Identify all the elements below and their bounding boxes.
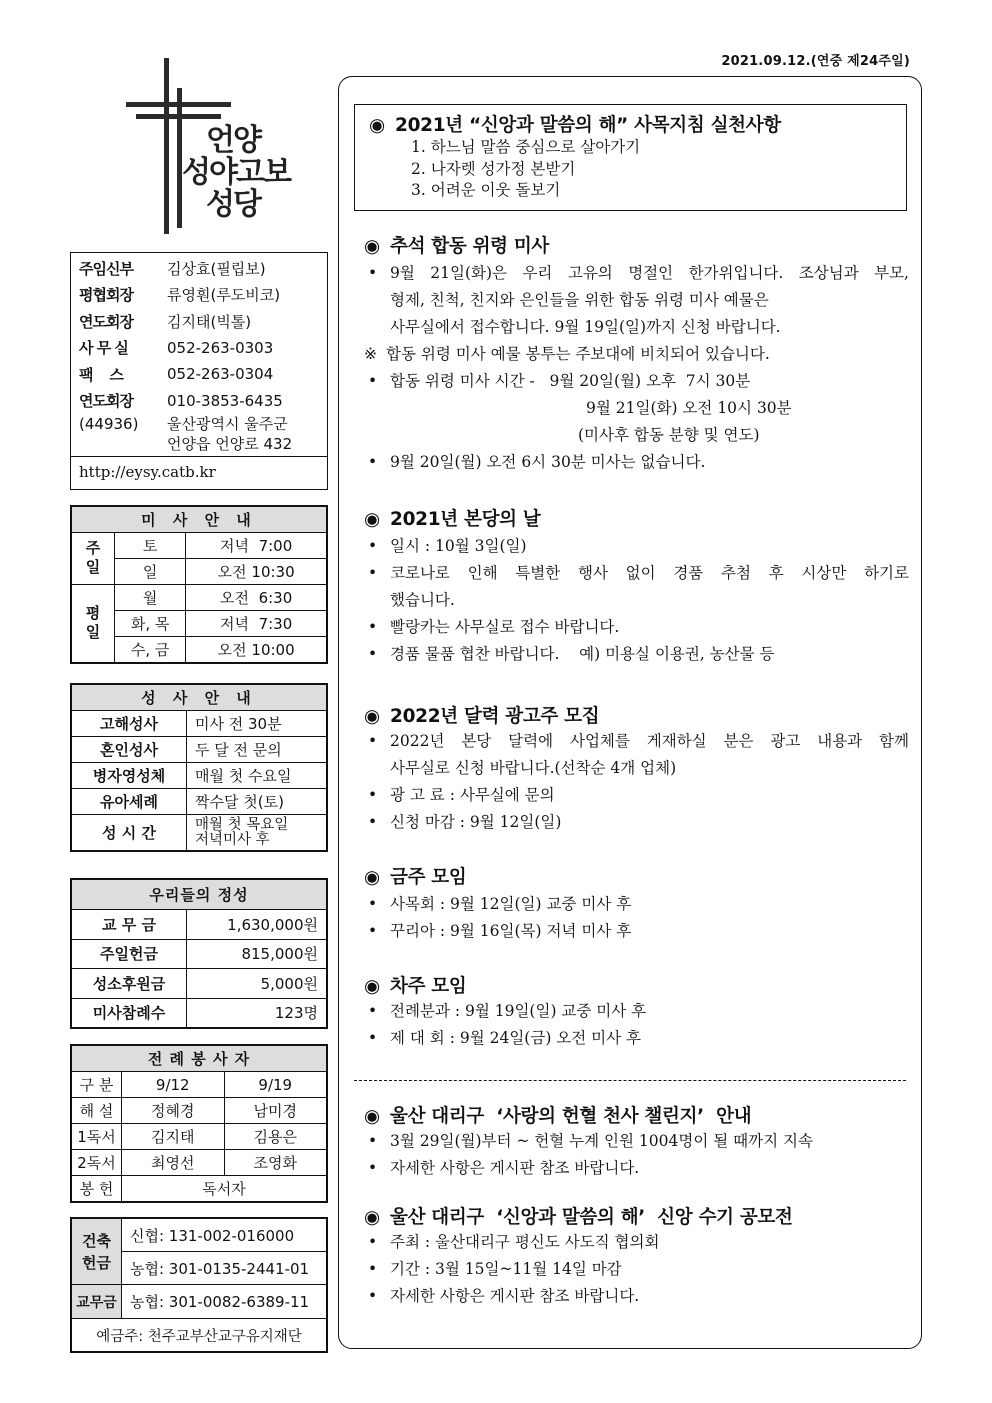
mass-day: 수, 금 [115,637,186,663]
mass-time: 오전 6:30 [186,585,327,611]
section-line [364,260,909,287]
guideline-title-text: 2021년 “신앙과 말씀의 해” 사목지침 실천사항 [395,115,781,136]
section-line [364,587,909,614]
sacrament-label: 유아세례 [72,789,187,815]
line-text: 형제, 친척, 친지와 은인들을 위한 합동 위령 미사 예물은 [390,291,769,309]
bank-accounts-table [71,1218,327,1352]
servers-name: 최영선 [122,1150,225,1176]
section-line [364,614,909,641]
section-title-text: 2022년 달력 광고주 모집 [390,706,600,727]
section-line [364,1283,909,1310]
fax-number: 052-263-0304 [167,365,274,384]
liturgy-servers-table [71,1045,327,1202]
bullet-dot-icon: • [368,1260,378,1278]
tithe-label: 교무금 [72,1285,122,1319]
section-title [364,863,909,889]
mass-time: 저녁 7:30 [186,611,327,637]
servers-name: 남미경 [224,1098,327,1124]
line-text: 일시 : 10월 3일(일) [390,537,527,555]
offering-label: 교 무 금 [72,910,187,940]
tithe-account: 농협: 301-0082-6389-11 [122,1285,327,1319]
section-bullet-icon: ◉ [369,115,385,136]
section-title [364,1203,909,1229]
section-faith-essay-contest [364,1203,909,1310]
offering-value: 123명 [187,998,327,1028]
line-text: 기간 : 3월 15일~11월 14일 마감 [390,1260,622,1278]
line-text: 했습니다. [390,591,455,609]
line-text: 코로나로 인해 특별한 행사 없이 경품 추첨 후 시상만 하기로 [390,564,909,582]
bullet-dot-icon: • [368,1029,378,1047]
offering-value: 5,000원 [187,969,327,999]
info-label: 사 무 실 [79,339,128,358]
bullet-dot-icon: • [368,537,378,555]
address-line-1: 울산광역시 울주군 [167,415,288,433]
sacrament-label: 병자영성체 [72,763,187,789]
line-text: 합동 위령 미사 시간 - 9월 20일(월) 오후 7시 30분 [390,372,751,390]
section-bullet-icon: ◉ [364,509,380,530]
section-calendar-ads [364,702,909,836]
bullet-dot-icon: • [368,453,378,471]
section-title-text: 차주 모임 [390,976,467,997]
bullet-dot-icon: • [368,813,378,831]
servers-title: 전 례 봉 사 자 [72,1046,327,1072]
line-text: 신청 마감 : 9월 12일(일) [390,813,562,831]
section-bullet-icon: ◉ [364,706,380,727]
adoration-line-2: 저녁미사 후 [195,831,270,848]
section-line [364,395,909,422]
logo-text-2: 성야고보 [182,155,290,190]
sacrament-value: 두 달 전 문의 [187,737,327,763]
line-text: 전례분과 : 9월 19일(일) 교중 미사 후 [390,1002,647,1020]
servers-date: 9/19 [224,1072,327,1098]
mass-schedule-table [71,506,327,663]
section-line [364,891,909,918]
line-text: 합동 위령 미사 예물 봉투는 주보대에 비치되어 있습니다. [386,345,770,363]
section-title-text: 울산 대리구 ‘사랑의 헌혈 천사 챌린지’ 안내 [390,1106,752,1127]
guideline-item: 2. 나자렛 성가정 본받기 [411,159,576,178]
line-text: 빨랑카는 사무실로 접수 바랍니다. [390,618,620,636]
servers-role: 1독서 [72,1124,122,1150]
servers-name: 김지태 [122,1124,225,1150]
postal-code: (44936) [79,415,139,433]
building-fund-label-text: 건축헌금 [82,1231,111,1272]
bulletin-date: 2021.09.12.(연중 제24주일) [721,54,910,69]
info-value: 김상효(필립보) [167,259,266,278]
offering-label: 성소후원금 [72,969,187,999]
section-line [364,755,909,782]
parish-url-link[interactable]: http://eysy.catb.kr [71,456,327,488]
section-line [364,449,909,476]
section-next-week-meetings [364,972,909,1052]
building-account-1: 신협: 131-002-016000 [122,1219,327,1252]
servers-name: 김용은 [224,1124,327,1150]
section-title [364,505,909,531]
bullet-dot-icon: • [368,645,378,663]
adoration-line-1: 매월 첫 목요일 [195,816,289,833]
section-parish-day [364,505,909,668]
section-line [364,314,909,341]
line-text: 주최 : 울산대리구 평신도 사도직 협의회 [390,1233,660,1251]
offerings-table [71,879,327,1028]
liturgy-servers-box [70,1044,328,1203]
bullet-dot-icon: • [368,1002,378,1020]
sunday-label: 주일 [72,533,115,585]
line-text: 2022년 본당 달력에 사업체를 게재하실 분은 광고 내용과 함께 [390,732,909,750]
servers-role: 봉 헌 [72,1176,122,1202]
section-line [364,287,909,314]
building-account-2: 농협: 301-0135-2441-01 [122,1252,327,1285]
section-title-text: 금주 모임 [390,867,467,888]
servers-role: 2독서 [72,1150,122,1176]
section-line [364,1229,909,1256]
info-row [79,308,327,335]
sacrament-label: 혼인성사 [72,737,187,763]
sacrament-value: 짝수달 첫(토) [187,789,327,815]
sacraments-table [71,684,327,851]
offerings-box [70,878,328,1029]
offering-label: 미사참례수 [72,998,187,1028]
mass-day: 화, 목 [115,611,186,637]
bullet-dot-icon: • [368,895,378,913]
offering-label: 주일헌금 [72,939,187,969]
section-line [364,782,909,809]
info-value: 010-3853-6435 [167,391,283,410]
section-this-week-meetings [364,863,909,945]
line-text: 9월 21일(화) 오전 10시 30분 [586,399,792,417]
section-title [364,972,909,998]
sacrament-value: 미사 전 30분 [187,711,327,737]
servers-name: 독서자 [122,1176,327,1202]
mass-day: 토 [115,533,186,559]
section-title-text: 울산 대리구 ‘신앙과 말씀의 해’ 신앙 수기 공모전 [390,1207,793,1228]
logo-text-1: 언양 [206,123,260,158]
section-title [364,1102,909,1128]
info-row [79,282,327,309]
section-line [364,728,909,755]
sacrament-value [187,815,327,851]
info-row [79,388,327,415]
servers-header-label: 구 분 [72,1072,122,1098]
section-title [364,702,909,728]
info-label: 연도회장 [79,312,133,331]
office-phone: 052-263-0303 [167,338,274,357]
section-line [364,1025,909,1052]
line-text: 자세한 사항은 게시판 참조 바랍니다. [390,1287,640,1305]
section-line [364,368,909,395]
sacrament-label: 고해성사 [72,711,187,737]
bullet-dot-icon: • [368,1159,378,1177]
section-bullet-icon: ◉ [364,1207,380,1228]
bullet-dot-icon: • [368,372,378,390]
bullet-dot-icon: • [368,618,378,636]
section-bullet-icon: ◉ [364,867,380,888]
line-text: 9월 20일(월) 오전 6시 30분 미사는 없습니다. [390,453,706,471]
line-text: 사무실에서 접수합니다. 9월 19일(일)까지 신청 바랍니다. [390,318,781,336]
offering-value: 815,000원 [187,939,327,969]
section-line [364,998,909,1025]
building-fund-label [72,1219,122,1285]
address-line-2: 언양읍 언양로 432 [167,435,293,453]
section-divider [354,1080,906,1081]
bullet-dot-icon: • [368,264,378,282]
section-line [364,560,909,587]
info-row [79,335,327,362]
section-blood-donation [364,1102,909,1182]
line-text: 사무실로 신청 바랍니다.(선착순 4개 업체) [390,759,677,777]
bullet-dot-icon: • [368,564,378,582]
section-line [364,1128,909,1155]
line-text: 자세한 사항은 게시판 참조 바랍니다. [390,1159,640,1177]
mass-time: 오전 10:00 [186,637,327,663]
parish-info-box [70,252,328,490]
section-line [364,641,909,668]
info-row [79,255,327,282]
section-title-text: 추석 합동 위령 미사 [390,236,549,257]
parish-logo [120,50,320,240]
sacraments-box [70,683,328,852]
info-label: 평협회장 [79,286,133,305]
mass-day: 월 [115,585,186,611]
section-chuseok-mass [364,232,909,476]
line-text: 사목회 : 9월 12일(일) 교중 미사 후 [390,895,632,913]
bullet-dot-icon: • [368,732,378,750]
line-text: 경품 물품 협찬 바랍니다. 예) 미용실 이용권, 농산물 등 [390,645,775,663]
line-text: 꾸리아 : 9월 16일(목) 저녁 미사 후 [390,922,632,940]
mass-schedule-title: 미 사 안 내 [72,507,327,533]
line-text: 제 대 회 : 9월 24일(금) 오전 미사 후 [390,1029,642,1047]
info-row [79,361,327,388]
note-mark-icon: ※ [364,345,377,363]
guideline-title [369,111,906,137]
servers-name: 조영화 [224,1150,327,1176]
section-bullet-icon: ◉ [364,1106,380,1127]
weekday-label: 평일 [72,585,115,663]
mass-day: 일 [115,559,186,585]
section-line [364,422,909,449]
info-value: 류영훤(루도비코) [167,286,281,305]
sacraments-title: 성 사 안 내 [72,685,327,711]
section-line [364,809,909,836]
line-text: 9월 21일(화)은 우리 고유의 명절인 한가위입니다. 조상님과 부모, [390,264,909,282]
section-title [364,232,909,258]
offering-value: 1,630,000원 [187,910,327,940]
line-text: 광 고 료 : 사무실에 문의 [390,786,555,804]
guideline-item: 3. 어려운 이웃 돌보기 [411,181,561,199]
mass-time: 저녁 7:00 [186,533,327,559]
sacrament-label: 성 시 간 [72,815,187,851]
info-value: 김지태(빅톨) [167,312,252,331]
section-line [364,1256,909,1283]
bullet-dot-icon: • [368,922,378,940]
section-line [364,1155,909,1182]
sacrament-value: 매월 첫 수요일 [187,763,327,789]
account-holder: 예금주: 천주교부산교구유지재단 [72,1319,327,1352]
servers-name: 정혜경 [122,1098,225,1124]
section-bullet-icon: ◉ [364,976,380,997]
bullet-dot-icon: • [368,1132,378,1150]
section-note [364,341,909,368]
servers-date: 9/12 [122,1072,225,1098]
line-text: 3월 29일(월)부터 ~ 헌혈 누계 인원 1004명이 될 때까지 지속 [390,1132,813,1150]
info-label: 연도회장 [79,392,133,411]
bank-accounts-box [70,1217,328,1353]
pastoral-guideline-box [354,104,907,211]
section-line [364,533,909,560]
bullet-dot-icon: • [368,786,378,804]
bullet-dot-icon: • [368,1233,378,1251]
mass-time: 오전 10:30 [186,559,327,585]
address-block [79,414,327,456]
mass-schedule-box [70,505,328,664]
line-text: (미사후 합동 분향 및 연도) [578,426,760,444]
servers-role: 해 설 [72,1098,122,1124]
section-bullet-icon: ◉ [364,236,380,257]
info-label: 주임신부 [79,259,133,278]
offerings-title: 우리들의 정성 [72,880,327,910]
info-label: 팩 스 [79,365,123,384]
logo-text-3: 성당 [206,187,260,222]
section-line [364,918,909,945]
bullet-dot-icon: • [368,1287,378,1305]
section-title-text: 2021년 본당의 날 [390,509,541,530]
guideline-item: 1. 하느님 말씀 중심으로 살아가기 [411,138,641,156]
